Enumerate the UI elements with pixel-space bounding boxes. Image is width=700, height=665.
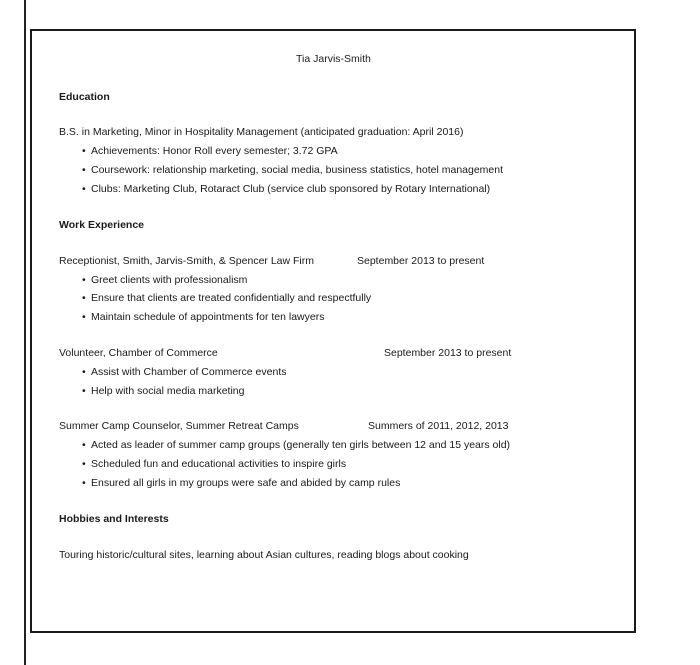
job-title: Receptionist, Smith, Jarvis-Smith, & Spencer Law Firm xyxy=(59,255,314,267)
bullet-icon: • xyxy=(82,145,86,157)
job-dates: Summers of 2011, 2012, 2013 xyxy=(368,420,509,432)
bullet-icon: • xyxy=(82,458,86,470)
bullet-icon: • xyxy=(82,274,86,286)
bullet-icon: • xyxy=(82,183,86,195)
bullet-icon: • xyxy=(82,477,86,489)
job-bullet: Maintain schedule of appointments for ten lawyers xyxy=(91,311,325,323)
resume-document xyxy=(30,29,636,633)
education-degree: B.S. in Marketing, Minor in Hospitality Management (anticipated graduation: April 2016) xyxy=(59,126,464,138)
job-bullet: Ensured all girls in my groups were safe and abided by camp rules xyxy=(91,477,401,489)
bullet-icon: • xyxy=(82,366,86,378)
education-bullet-1: Achievements: Honor Roll every semester; 3.72 GPA xyxy=(91,145,338,157)
bullet-icon: • xyxy=(82,164,86,176)
hobbies-text: Touring historic/cultural sites, learning about Asian cultures, reading blogs about cooking xyxy=(59,549,469,561)
job-title: Summer Camp Counselor, Summer Retreat Camps xyxy=(59,420,299,432)
job-bullet: Assist with Chamber of Commerce events xyxy=(91,366,287,378)
job-bullet: Help with social media marketing xyxy=(91,385,245,397)
work-heading: Work Experience xyxy=(59,219,145,231)
job-bullet: Ensure that clients are treated confidentially and respectfully xyxy=(91,292,372,304)
education-bullet-3: Clubs: Marketing Club, Rotaract Club (service club sponsored by Rotary International) xyxy=(91,183,491,195)
job-bullet: Scheduled fun and educational activities to inspire girls xyxy=(91,458,347,470)
education-heading: Education xyxy=(59,91,110,103)
resume-name: Tia Jarvis-Smith xyxy=(296,53,371,65)
hobbies-heading: Hobbies and Interests xyxy=(59,513,169,525)
bullet-icon: • xyxy=(82,439,86,451)
job-title: Volunteer, Chamber of Commerce xyxy=(59,347,218,359)
bullet-icon: • xyxy=(82,311,86,323)
page-edge-line xyxy=(24,0,26,665)
job-bullet: Greet clients with professionalism xyxy=(91,274,248,286)
education-bullet-2: Coursework: relationship marketing, social media, business statistics, hotel management xyxy=(91,164,504,176)
job-dates: September 2013 to present xyxy=(384,347,512,359)
bullet-icon: • xyxy=(82,292,86,304)
job-bullet: Acted as leader of summer camp groups (generally ten girls between 12 and 15 years old) xyxy=(91,439,511,451)
job-dates: September 2013 to present xyxy=(357,255,485,267)
bullet-icon: • xyxy=(82,385,86,397)
